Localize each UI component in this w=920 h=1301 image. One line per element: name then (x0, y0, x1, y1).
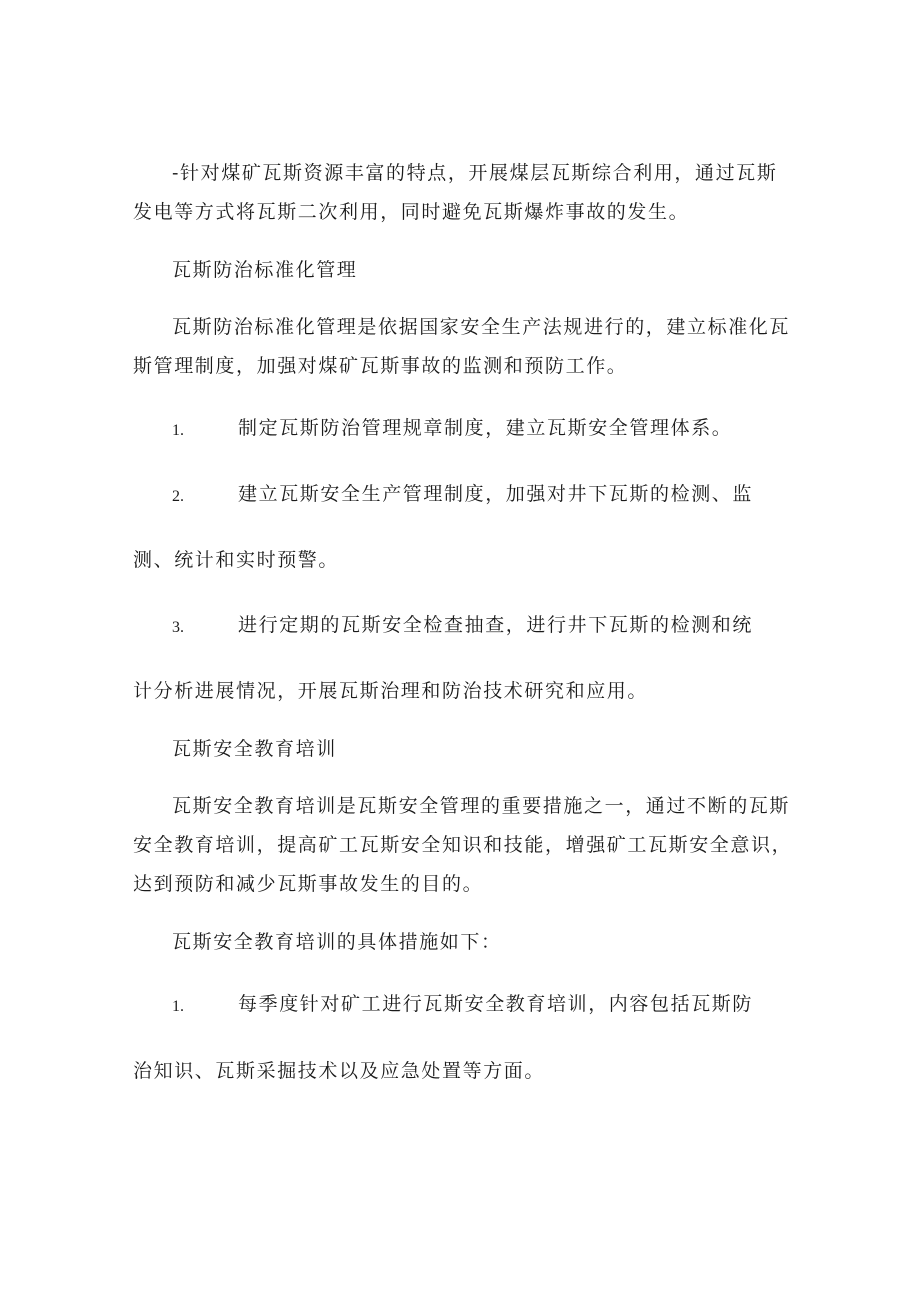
section-heading-gas-standardization: 瓦斯防治标准化管理 (172, 259, 358, 281)
paragraph-3-line-1: 瓦斯安全教育培训是瓦斯安全管理的重要措施之一，通过不断的瓦斯 (172, 795, 791, 817)
list-1-item-2-number: 2. (172, 488, 184, 505)
paragraph-4: 瓦斯安全教育培训的具体措施如下： (172, 931, 502, 953)
paragraph-3-line-2: 安全教育培训，提高矿工瓦斯安全知识和技能，增强矿工瓦斯安全意识， (133, 834, 793, 856)
list-2-item-1-number: 1. (172, 998, 184, 1015)
list-1-item-3-number: 3. (172, 619, 184, 636)
paragraph-3-line-3: 达到预防和减少瓦斯事故发生的目的。 (133, 873, 484, 895)
paragraph-2-line-1: 瓦斯防治标准化管理是依据国家安全生产法规进行的，建立标准化瓦 (172, 316, 791, 338)
paragraph-1-line-2: 发电等方式将瓦斯二次利用，同时避免瓦斯爆炸事故的发生。 (133, 201, 690, 223)
list-1-item-2-text-line-1: 建立瓦斯安全生产管理制度，加强对井下瓦斯的检测、监 (238, 483, 754, 505)
list-1-item-1-text: 制定瓦斯防治管理规章制度，建立瓦斯安全管理体系。 (238, 417, 733, 439)
list-1-item-1-number: 1. (172, 422, 184, 439)
paragraph-2-line-2: 斯管理制度，加强对煤矿瓦斯事故的监测和预防工作。 (133, 355, 628, 377)
list-2-item-1-text-line-1: 每季度针对矿工进行瓦斯安全教育培训，内容包括瓦斯防 (238, 993, 754, 1015)
paragraph-1-line-1: -针对煤矿瓦斯资源丰富的特点，开展煤层瓦斯综合利用，通过瓦斯 (172, 162, 778, 184)
list-1-item-3-text-line-2: 计分析进展情况，开展瓦斯治理和防治技术研究和应用。 (133, 680, 649, 702)
list-1-item-3-text-line-1: 进行定期的瓦斯安全检查抽查，进行井下瓦斯的检测和统 (238, 614, 754, 636)
section-heading-safety-training: 瓦斯安全教育培训 (172, 738, 337, 760)
list-1-item-2-text-line-2: 测、统计和实时预警。 (133, 549, 340, 571)
list-2-item-1-text-line-2: 治知识、瓦斯采掘技术以及应急处置等方面。 (133, 1060, 546, 1082)
